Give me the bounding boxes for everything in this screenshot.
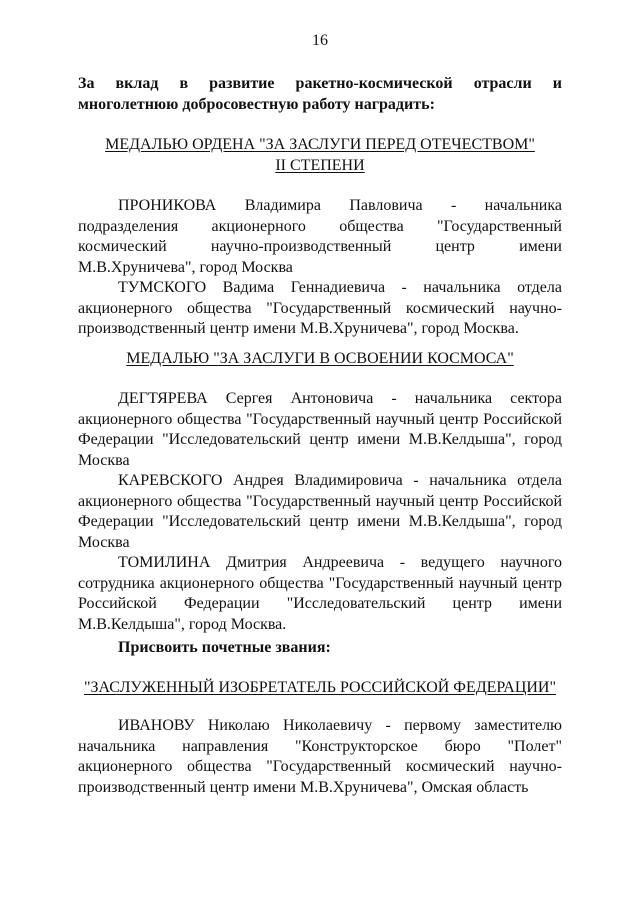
page-number: 16 <box>312 32 328 49</box>
section-space-medal-heading <box>0 349 640 370</box>
award-intro-text: За вклад в развитие ракетно-космической отрасли и многолетнюю добросовестную работу наградить: <box>78 75 562 113</box>
section-medal-order-title-line1: МЕДАЛЬЮ ОРДЕНА "ЗА ЗАСЛУГИ ПЕРЕД ОТЕЧЕСТВОМ" <box>105 136 535 153</box>
section-medal-order-heading <box>0 135 640 176</box>
award-entry: ДЕГТЯРЕВА Сергея Антоновича - начальника сектора акционерного общества "Государственный научный центр Российской Федерации "Исследовательский центр имени М.В.Келдыша", город Москва <box>78 390 562 469</box>
award-entry: ТОМИЛИНА Дмитрия Андреевича - ведущего научного сотрудника акционерного общества "Государственный научный центр Российской Федерации "Исследовательский центр имени М.В.Келдыша", город Москва. <box>78 554 562 633</box>
award-entry: КАРЕВСКОГО Андрея Владимировича - начальника отдела акционерного общества "Государственный научный центр Российской Федерации "Исследовательский центр имени М.В.Келдыша", город Москва <box>78 472 562 551</box>
section-space-medal-list <box>78 389 562 635</box>
section-inventor-heading <box>0 678 640 699</box>
section-medal-order-title-line2: II СТЕПЕНИ <box>275 156 365 174</box>
honorary-titles-text: Присвоить почетные звания: <box>118 639 331 656</box>
section-inventor-title: "ЗАСЛУЖЕННЫЙ ИЗОБРЕТАТЕЛЬ РОССИЙСКОЙ ФЕДЕРАЦИИ" <box>83 679 557 696</box>
honorary-titles-label <box>118 638 562 659</box>
section-medal-order-list <box>78 196 562 340</box>
award-entry: ПРОНИКОВА Владимира Павловича - начальника подразделения акционерного общества "Государственный космический научно-производственный центр имени М.В.Хруничева", город Москва <box>78 197 562 276</box>
award-intro <box>78 74 562 115</box>
award-entry: ТУМСКОГО Вадима Геннадиевича - начальника отдела акционерного общества "Государственный космический научно-производственный центр имени М.В.Хруничева", город Москва. <box>78 279 562 337</box>
section-inventor-list <box>78 716 562 798</box>
section-space-medal-title: МЕДАЛЬЮ "ЗА ЗАСЛУГИ В ОСВОЕНИИ КОСМОСА" <box>126 350 514 367</box>
award-entry: ИВАНОВУ Николаю Николаевичу - первому заместителю начальника направления "Конструкторское бюро "Полет" акционерного общества "Государственный космический научно-производственный центр имени М.В.Хруничева", Омская область <box>78 717 562 796</box>
